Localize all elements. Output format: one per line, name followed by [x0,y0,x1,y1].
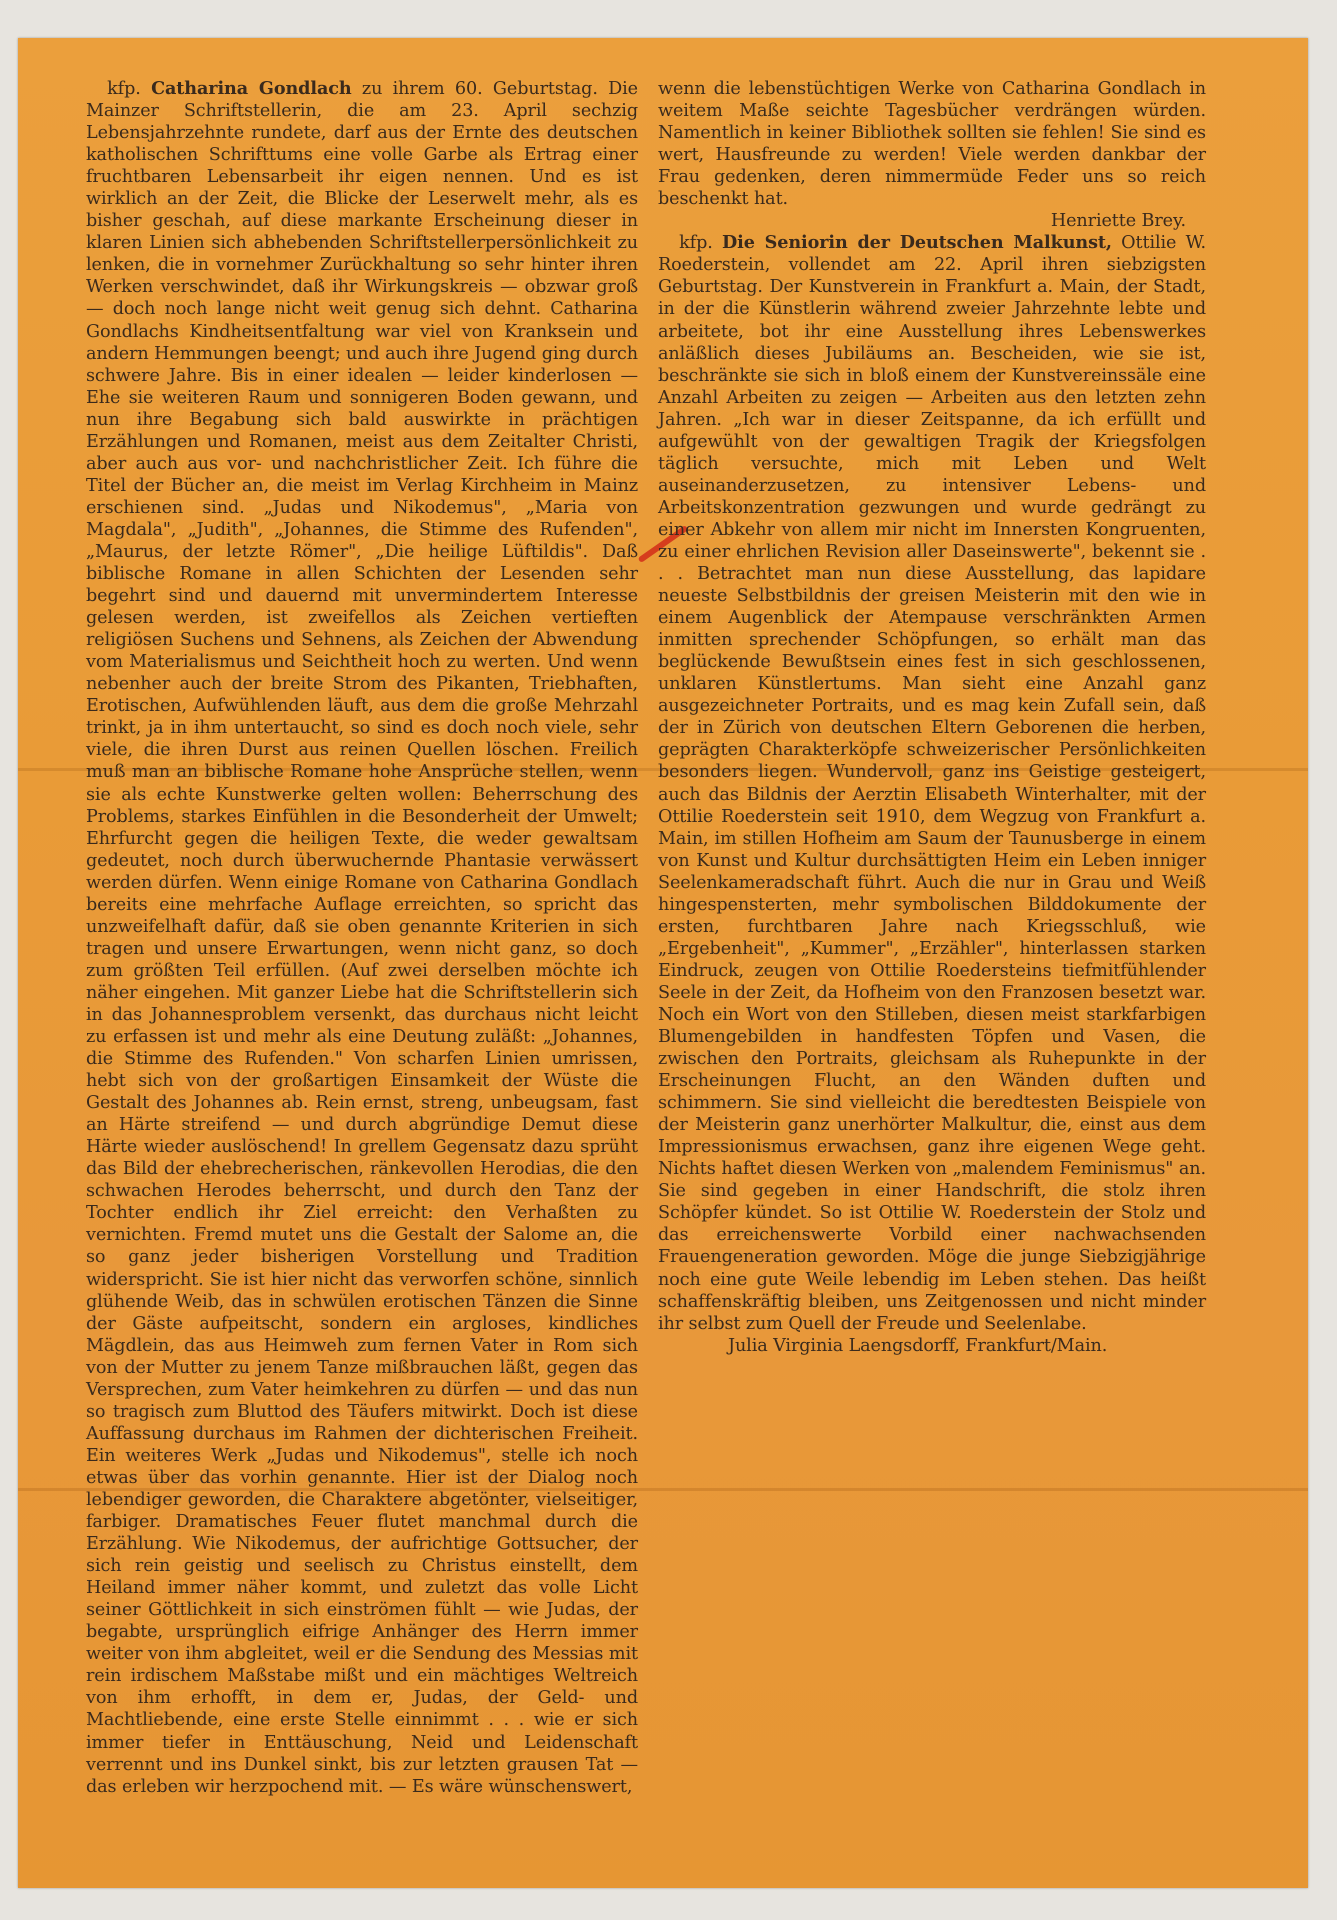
article1-paragraph-continued: wenn die lebenstüchtigen Werke von Catharina Gondlach in weitem Maße seichte Tagesbücher verdrängen würden. Namentlich in keiner Bibliothek sollten sie fehlen! Sie sind es wert, Hausfreunde zu werden! Viele werden dankbar der Frau gedenken, deren nimmermüde Feder uns so reich beschenkt hat. [658,79,1206,210]
article1-paragraph: kfp. Catharina Gondlach zu ihrem 60. Geburtstag. Die Mainzer Schriftstellerin, die am 23. April sechzig Lebensjahrzehnte rundete, darf aus der Ernte des deutschen katholischen Schrifttums eine volle Garbe als Ertrag einer fruchtbaren Lebensarbeit ihr eigen nennen. Und es ist wirklich an der Zeit, die Blicke der Leserwelt mehr, als es bisher geschah, auf diese markante Erscheinung dieser in klaren Linien sich abhebenden Schriftstellerpersönlichkeit zu lenken, die in vornehmer Zurückhaltung so sehr hinter ihren Werken verschwindet, daß ihr Wirkungskreis — obzwar groß — doch noch lange nicht weit genug sich dehnt. Catharina Gondlachs Kindheitsentfaltung war viel von Kranksein und andern Hemmungen beengt; und auch ihre Jugend ging durch schwere Jahre. Bis in einer idealen — leider kinderlosen — Ehe sie weiteren Raum und sonnigeren Boden gewann, und nun ihre Begabung sich bald auswirkte in prächtigen Erzählungen und Romanen, meist aus dem Zeitalter Christi, aber auch aus vor- und nachchristlicher Zeit. Ich führe die Titel der Bücher an, die meist im Verlag Kirchheim in Mainz erschienen sind. „Judas und Nikodemus", „Maria von Magdala", „Judith", „Johannes, die Stimme des Rufenden", „Maurus, der letzte Römer", „Die heilige Lüftildis". Daß biblische Romane in allen Schichten der Lesenden sehr begehrt sind und dauernd mit unvermindertem Interesse gelesen werden, ist zweifellos als Zeichen vertieften religiösen Suchens und Sehnens, als Zeichen der Abwendung vom Materialismus und Seichtheit hoch zu werten. Und wenn nebenher auch der breite Strom des Pikanten, Triebhaften, Erotischen, Aufwühlenden läuft, aus dem die große Mehrzahl trinkt, ja in ihm untertaucht, so sind es doch noch viele, sehr viele, die ihren Durst aus reinen Quellen löschen. Freilich muß man an biblische Romane hohe Ansprüche stellen, wenn sie als echte Kunstwerke gelten wollen: Beherrschung des Problems, starkes Einfühlen in die Besonderheit der Umwelt; Ehrfurcht gegen die heiligen Texte, die weder gewaltsam gedeutet, noch durch überwuchernde Phantasie verwässert werden dürfen. Wenn einige Romane von Catharina Gondlach bereits eine mehrfache Auflage erreichten, so spricht das unzweifelhaft dafür, daß sie oben genannte Kriterien in sich tragen und unsere Erwartungen, wenn nicht ganz, so doch zum größten Teil erfüllen. (Auf zwei derselben möchte ich näher eingehen. Mit ganzer Liebe hat die Schriftstellerin sich in das Johannesproblem versenkt, das durchaus nicht leicht zu erfassen ist und mehr als eine Deutung zuläßt: „Johannes, die Stimme des Rufenden." Von scharfen Linien umrissen, hebt sich von der großartigen Einsamkeit der Wüste die Gestalt des Johannes ab. Rein ernst, streng, unbeugsam, fast an Härte streifend — und durch abgründige Demut diese Härte wieder auslöschend! In grellem Gegensatz dazu sprüht das Bild der ehebrecherischen, ränkevollen Herodias, die den schwachen Herodes beherrscht, und durch den Tanz der Tochter endlich ihr Ziel erreicht: den Verhaßten zu vernichten. Fremd mutet uns die Gestalt der Salome an, die so ganz jeder bisherigen Vorstellung und Tradition widerspricht. Sie ist hier nicht das verworfen schöne, sinnlich glühende Weib, das in schwülen erotischen Tänzen die Sinne der Gäste aufpeitscht, sondern ein argloses, kindliches Mägdlein, das aus Heimweh zum fernen Vater in Rom sich von der Mutter zu jenem Tanze mißbrauchen läßt, gegen das Versprechen, zum Vater heimkehren zu dürfen — und das nun so tragisch zum Bluttod des Täufers mitwirkt. Doch ist diese Auffassung durchaus im Rahmen der dichterischen Freiheit. Ein weiteres Werk „Judas und Nikodemus", stelle ich noch etwas über das vorhin genannte. Hier ist der Dialog noch lebendiger geworden, die Charaktere abgetönter, vielseitiger, farbiger. Dramatisches Feuer flutet manchmal durch die Erzählung. Wie Nikodemus, der aufrichtige Gottsucher, der sich rein geistig und seelisch zu Christus einstellt, dem Heiland immer näher kommt, und zuletzt das volle Licht seiner Göttlichkeit in sich einströmen fühlt — wie Judas, der begabte, ursprünglich eifrige Anhänger des Herrn immer weiter von ihm abgleitet, weil er die Sendung des Messias mit rein irdischem Maßstabe mißt und ein mächtiges Weltreich von ihm erhofft, in dem er, Judas, der Geld- und Machtliebende, eine erste Stelle einnimmt . . . wie er sich immer tiefer in Enttäuschung, Neid und Leidenschaft verrennt und ins Dunkel sinkt, bis zur letzten grausen Tat — das erleben wir herzpochend mit. — Es wäre wünschenswert, [86,78,638,1797]
article1-signature: Henriette Brey. [1050,211,1186,232]
right-column [658,78,1206,1357]
article2-lead-tag: kfp. [679,233,722,254]
article1-lead-tag: kfp. [107,79,152,99]
article2-signature: Julia Virginia Laengsdorff, Frankfurt/Main. [728,1335,1108,1356]
article2-paragraph: kfp. Die Seniorin der Deutschen Malkunst, Ottilie W. Roederstein, vollendet am 22. April ihren siebzigsten Geburtstag. Der Kunstverein in Frankfurt a. Main, der Stadt, in der die Künstlerin während zweier Jahrzehnte lebte und arbeitete, bot ihr eine Ausstellung ihres Lebenswerkes anläßlich dieses Jubiläums an. Bescheiden, wie sie ist, beschränkte sie sich in bloß einem der Kunstvereinssäle eine Anzahl Arbeiten zu zeigen — Arbeiten aus den letzten zehn Jahren. „Ich war in dieser Zeitspanne, da ich erfüllt und aufgewühlt von der gewaltigen Tragik der Kriegsfolgen täglich versuchte, mich mit Leben und Welt auseinanderzusetzen, zu intensiver Lebens- und Arbeitskonzentration gezwungen und wurde gedrängt zu einer Abkehr von allem mir nicht im Innersten Kongruenten, zu einer ehrlichen Revision aller Daseinswerte", bekennt sie . . . Betrachtet man nun diese Ausstellung, das lapidare neueste Selbstbildnis der greisen Meisterin mit den wie in einem Augenblick der Atempause verschränkten Armen inmitten sprechender Schöpfungen, so erhält man das beglückende Bewußtsein eines fest in sich geschlossenen, unklaren Künstlertums. Man sieht eine Anzahl ganz ausgezeichneter Portraits, und es mag kein Zufall sein, daß der in Zürich von deutschen Eltern Geborenen die herben, geprägten Charakterköpfe schweizerischer Persönlichkeiten besonders liegen. Wundervoll, ganz ins Geistige gesteigert, auch das Bildnis der Aerztin Elisabeth Winterhalter, mit der Ottilie Roederstein seit 1910, dem Wegzug von Frankfurt a. Main, im stillen Hofheim am Saum der Taunusberge in einem von Kunst und Kultur durchsättigten Heim ein Leben inniger Seelenkameradschaft führt. Auch die nur in Grau und Weiß hingespensterten, mehr symbolischen Bilddokumente der ersten, furchtbaren Jahre nach Kriegsschluß, wie „Ergebenheit", „Kummer", „Erzähler", hinterlassen starken Eindruck, zeugen von Ottilie Roedersteins tiefmitfühlender Seele in der Zeit, da Hofheim von den Franzosen besetzt war. Noch ein Wort von den Stilleben, diesen meist starkfarbigen Blumengebilden in handfesten Töpfen und Vasen, die zwischen den Portraits, gleichsam als Ruhepunkte in der Erscheinungen Flucht, an den Wänden duften und schimmern. Sie sind vielleicht die beredtesten Beispiele von der Meisterin ganz unerhörter Malkultur, die, einst aus dem Impressionismus erwachsen, ganz ihre eigenen Wege geht. Nichts haftet diesen Werken von „malendem Feminismus" an. Sie sind gegeben in einer Handschrift, die stolz ihren Schöpfer kündet. So ist Ottilie W. Roederstein der Stolz und das erreichenswerte Vorbild einer nachwachsenden Frauengeneration geworden. Möge die junge Siebzigjährige noch eine gute Weile lebendig im Leben stehen. Das heißt schaffenskräftig bleiben, uns Zeitgenossen und nicht minder ihr selbst zum Quell der Freude und Seelenlabe. [658,232,1206,1334]
article1-title: Catharina Gondlach [151,78,352,99]
left-column [86,78,638,1798]
article2-title: Die Seniorin der Deutschen Malkunst, [722,232,1112,254]
